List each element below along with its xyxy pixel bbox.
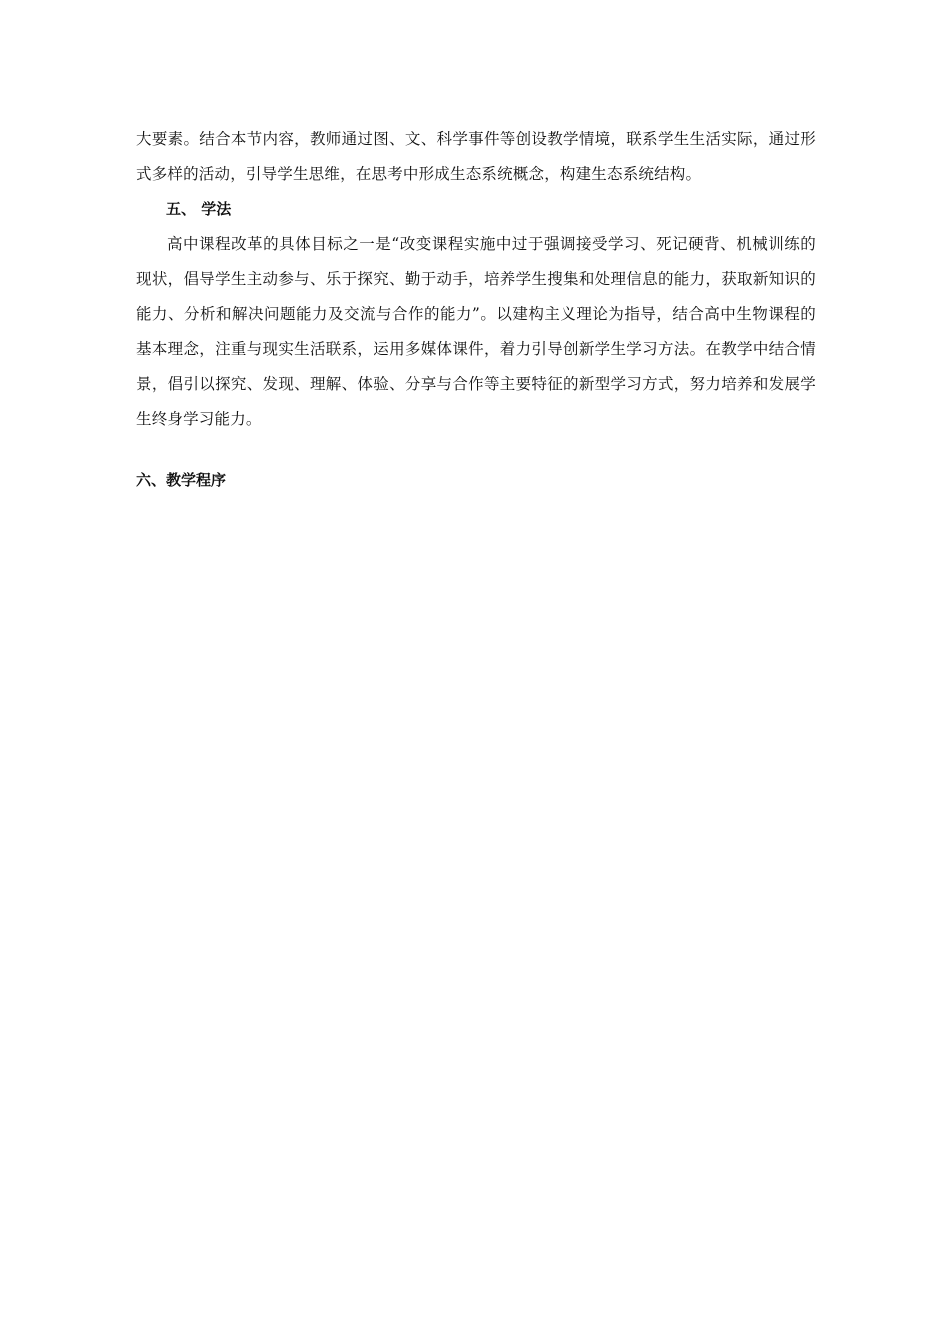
section-heading-teaching-procedure: 六、教学程序 [136,471,227,489]
document-body [136,122,816,498]
section-heading-study-method: 五、 学法 [166,200,232,218]
paragraph-teaching-method-continued: 大要素。结合本节内容，教师通过图、文、科学事件等创设教学情境，联系学生生活实际，通过形式多样的活动，引导学生思维，在思考中形成生态系统概念，构建生态系统结构。 [136,130,816,183]
paragraph-study-method: 高中课程改革的具体目标之一是“改变课程实施中过于强调接受学习、死记硬背、机械训练的现状，倡导学生主动参与、乐于探究、勤于动手，培养学生搜集和处理信息的能力，获取新知识的能力、分析和解决问题能力及交流与合作的能力”。以建构主义理论为指导，结合高中生物课程的基本理念，注重与现实生活联系，运用多媒体课件，着力引导创新学生学习方法。在教学中结合情景，倡引以探究、发现、理解、体验、分享与合作等主要特征的新型学习方式，努力培养和发展学生终身学习能力。 [136,235,816,428]
